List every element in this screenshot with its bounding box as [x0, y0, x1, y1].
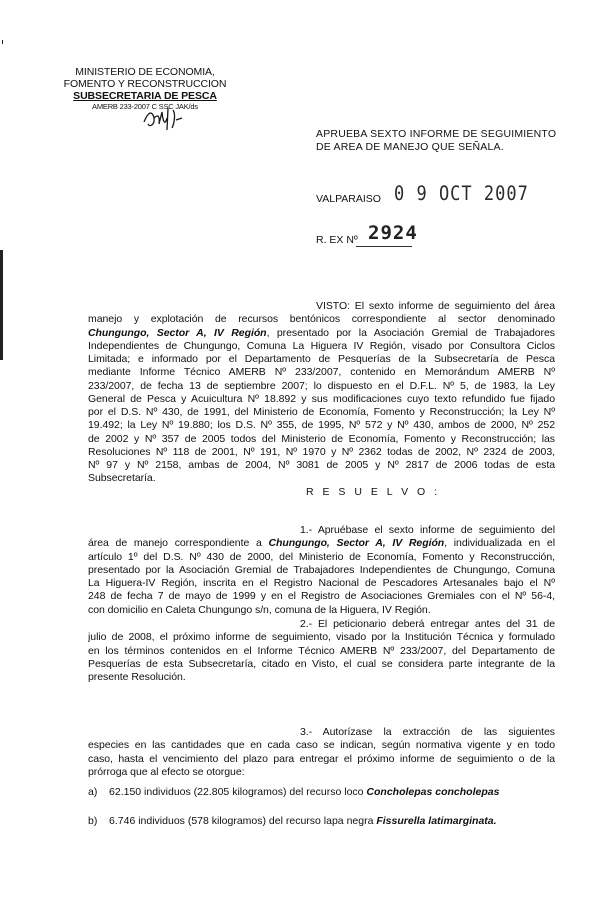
- list-item: [88, 815, 497, 827]
- article-3-paragraph: [88, 726, 555, 779]
- paragraph-line: La Higuera-IV Región, inscrita en el Registro Nacional de Pescadores Artesanales bajo el Nº: [88, 577, 555, 589]
- subject-block: [316, 128, 576, 153]
- number-underline: [356, 246, 412, 247]
- paragraph-line: en los términos contenidos en el Informe Técnico AMERB Nº 233/2007, del Departamento de: [88, 644, 555, 657]
- paragraph-line: 1.- Apruébase el sexto informe de seguimiento del: [300, 524, 555, 536]
- emphasis-text: Chungungo, Sector A, IV Región: [88, 326, 267, 339]
- paragraph-line: General de Pesca y Acuicultura Nº 18.892 y sus modificaciones cuyo texto refundido fue fijado: [88, 392, 555, 405]
- paragraph-line: Resoluciones Nº 118 de 2001, Nº 191, Nº 1970 y Nº 2362 todas de 2002, Nº 2324 de 2003,: [88, 445, 555, 458]
- paragraph-line: Pesquerías de esta Subsecretaría, citado en Visto, el cual se considera parte integrante de la: [88, 657, 555, 670]
- item-text: 6.746 individuos (578 kilogramos) del recurso lapa negra: [109, 815, 377, 827]
- paragraph-line: artículo 1º del D.S. Nº 430 de 2000, del Ministerio de Economía, Fomento y Reconstrucción,: [88, 550, 555, 563]
- resolution-number-stamp: 2924: [368, 222, 418, 244]
- place-label: VALPARAISO: [316, 193, 381, 205]
- article-1-paragraph: [88, 524, 555, 617]
- resolution-number: [316, 222, 516, 248]
- resolution-label: R. EX Nº: [316, 234, 358, 246]
- paragraph-line: especies en las cantidades que en cada caso se indican, según normativa vigente y en todo: [88, 739, 555, 752]
- paragraph-line: por el D.S. Nº 430, de 1991, del Ministerio de Economía, Fomento y Reconstrucción; la Ley Nº: [88, 406, 555, 418]
- paragraph-line: VISTO: El sexto informe de seguimiento del área: [316, 300, 555, 312]
- paragraph-line: 3.- Autorízase la extracción de las siguientes: [300, 726, 555, 738]
- subsecretaria-title: SUBSECRETARIA DE PESCA: [73, 90, 217, 102]
- paragraph-line: 233/2007, de fecha 13 de septiembre 2007; lo dispuesto en el D.F.L. Nº 5, de 1983, la Ley: [88, 379, 555, 392]
- paragraph-line: prórroga que al efecto se otorgue:: [88, 765, 245, 778]
- paragraph-line: 19.492; la Ley Nº 19.880; los D.S. Nº 355, de 1995, Nº 572 y Nº 430, ambos de 2000, Nº 252: [88, 419, 555, 432]
- item-species: Fissurella latimarginata.: [376, 815, 497, 827]
- place-date: [316, 182, 576, 212]
- emphasis-text: Chungungo, Sector A, IV Región: [268, 537, 445, 550]
- paragraph-line: presentado por la Asociación Gremial de Trabajadores Independientes de Chungungo, Comuna: [88, 563, 555, 576]
- paragraph-line: presente Resolución.: [88, 671, 186, 683]
- ministry-line-2: FOMENTO Y RECONSTRUCCION: [63, 78, 227, 90]
- ministry-line-1: MINISTERIO DE ECONOMIA,: [75, 66, 215, 78]
- paragraph-line: Independientes de Chungungo, Comuna La Higuera IV Región, visado por Consultora Ciclos: [88, 339, 555, 352]
- handwritten-initials: [140, 100, 190, 136]
- date-stamp: 0 9 OCT 2007: [394, 182, 529, 206]
- item-marker: b): [88, 815, 98, 827]
- resuelvo-heading: R E S U E L V O :: [306, 486, 441, 498]
- paragraph-line: mediante Informe Técnico AMERB Nº 233/2007, contenido en Memorándum AMERB Nº: [88, 366, 555, 379]
- list-item: [88, 786, 499, 798]
- paragraph-line: julio de 2008, el próximo informe de seguimiento, visado por la Institución Técnica y formulado: [88, 631, 555, 644]
- paragraph-line: de 2002 y Nº 357 de 2005 todos del Ministerio de Economía, Fomento y Reconstrucción; las: [88, 432, 555, 445]
- scan-mark: [0, 250, 3, 360]
- reference-code: AMERB 233-2007 C SSC JAK/ds: [92, 102, 198, 111]
- paragraph-line: manejo y explotación de recursos bentónicos correspondiente al sector denominado: [88, 313, 555, 326]
- paragraph-line: Limitada; e informado por el Departamento de Pesquerías de la Subsecretaría de Pesca: [88, 353, 555, 365]
- item-text: 62.150 individuos (22.805 kilogramos) del recurso loco: [109, 786, 367, 798]
- paragraph-line: Nº 97 y Nº 2158, ambas de 2004, Nº 3081 de 2005 y Nº 2817 de 2006 todas de esta: [88, 459, 555, 471]
- paragraph-line: Chungungo, Sector A, IV Región, presentado por la Asociación Gremial de Trabajadores: [88, 326, 555, 339]
- item-marker: a): [88, 786, 98, 798]
- item-species: Concholepas concholepas: [366, 786, 500, 798]
- scan-mark: [2, 40, 3, 44]
- subject-line-2: DE AREA DE MANEJO QUE SEÑALA.: [316, 140, 504, 153]
- paragraph-line: con domicilio en Caleta Chungungo s/n, comuna de la Higuera, IV Región.: [88, 603, 431, 616]
- article-2-paragraph: [88, 618, 555, 684]
- paragraph-line: 248 de fecha 7 de mayo de 1999 y en el Registro de Asociaciones Gremiales con el Nº 56-4,: [88, 590, 555, 603]
- paragraph-line: área de manejo correspondiente a Chungungo, Sector A, IV Región, individualizada en el: [88, 537, 555, 550]
- subject-line-1: APRUEBA SEXTO INFORME DE SEGUIMIENTO: [316, 128, 557, 140]
- paragraph-line: 2.- El peticionario deberá entregar antes del 31 de: [300, 618, 555, 630]
- visto-paragraph: [88, 300, 555, 486]
- paragraph-line: Subsecretaría.: [88, 472, 156, 485]
- paragraph-line: caso, hasta el vencimiento del plazo para entregar el próximo informe de seguimiento o de la: [88, 752, 555, 765]
